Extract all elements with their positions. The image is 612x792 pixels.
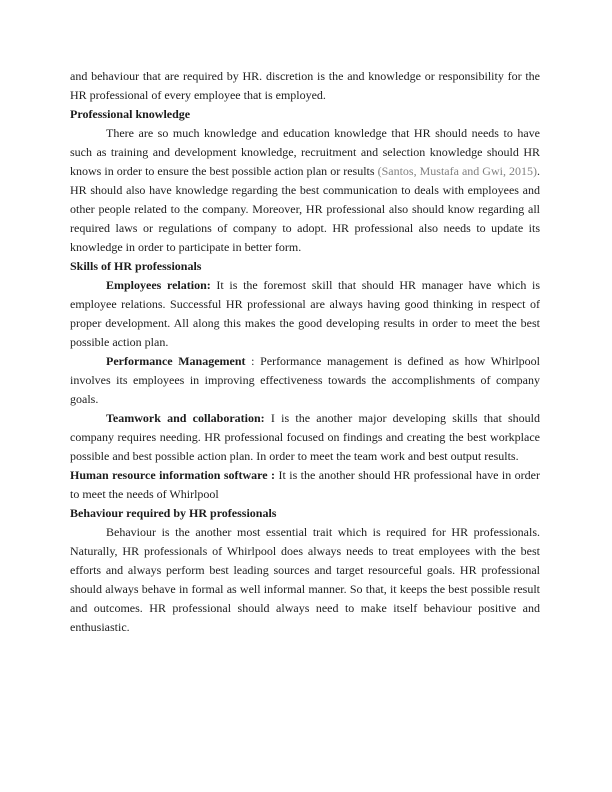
heading-professional-knowledge: Professional knowledge bbox=[70, 107, 191, 121]
professional-knowledge-text-2: . HR should also have knowledge regarding the best communication to deals with employees and other people related to the company. Moreover, HR professional also should know regarding all required laws or regulations of company to adopt. HR professional also needs to update its knowledge in order to participate in better form. bbox=[70, 164, 540, 254]
teamwork-collaboration-label: Teamwork and collaboration: bbox=[106, 411, 265, 425]
citation-santos-mustafa-gwi: (Santos, Mustafa and Gwi, 2015) bbox=[377, 164, 537, 178]
performance-management-text: : Performance management is defined as how Whirlpool involves its employees in improving effectiveness towards the accomplishments of company goals. bbox=[70, 354, 540, 406]
paragraph-teamwork-collaboration bbox=[70, 409, 540, 466]
professional-knowledge-text-1: There are so much knowledge and education knowledge that HR should needs to have such as training and development knowledge, recruitment and selection knowledge should HR knows in order to ensure the best possible action plan or results bbox=[70, 126, 540, 178]
employees-relation-text: It is the foremost skill that should HR manager have which is employee relations. Successful HR professional are always having good thinking in respect of proper development. All along this makes the good developing results in order to meet the best possible action plan. bbox=[70, 278, 540, 349]
paragraph-continuation: and behaviour that are required by HR. discretion is the and knowledge or responsibility for the HR professional of every employee that is employed. bbox=[70, 69, 540, 102]
paragraph-hr-information-software bbox=[70, 466, 540, 504]
paragraph-behaviour-required: Behaviour is the another most essential trait which is required for HR professionals. Naturally, HR professionals of Whirlpool does always needs to treat employees with the best efforts and always perform best leading sources and target resourceful goals. HR professional should always behave in formal as well informal manner. So that, it keeps the best possible result and outcomes. HR professional should always need to make itself behaviour positive and enthusiastic. bbox=[70, 525, 540, 634]
paragraph-performance-management bbox=[70, 352, 540, 409]
heading-skills-of-hr-professionals: Skills of HR professionals bbox=[70, 259, 202, 273]
performance-management-label: Performance Management bbox=[106, 354, 246, 368]
heading-behaviour-required: Behaviour required by HR professionals bbox=[70, 506, 277, 520]
employees-relation-label: Employees relation: bbox=[106, 278, 211, 292]
teamwork-collaboration-text: I is the another major developing skills that should company requires needing. HR professional focused on findings and creating the best workplace possible and best possible action plan. In order to meet the team work and best output results. bbox=[70, 411, 541, 463]
paragraph-employees-relation bbox=[70, 276, 540, 352]
hr-information-software-label: Human resource information software : bbox=[70, 468, 276, 482]
paragraph-professional-knowledge bbox=[70, 124, 540, 257]
hr-information-software-text: It is the another should HR professional have in order to meet the needs of Whirlpool bbox=[70, 468, 540, 501]
